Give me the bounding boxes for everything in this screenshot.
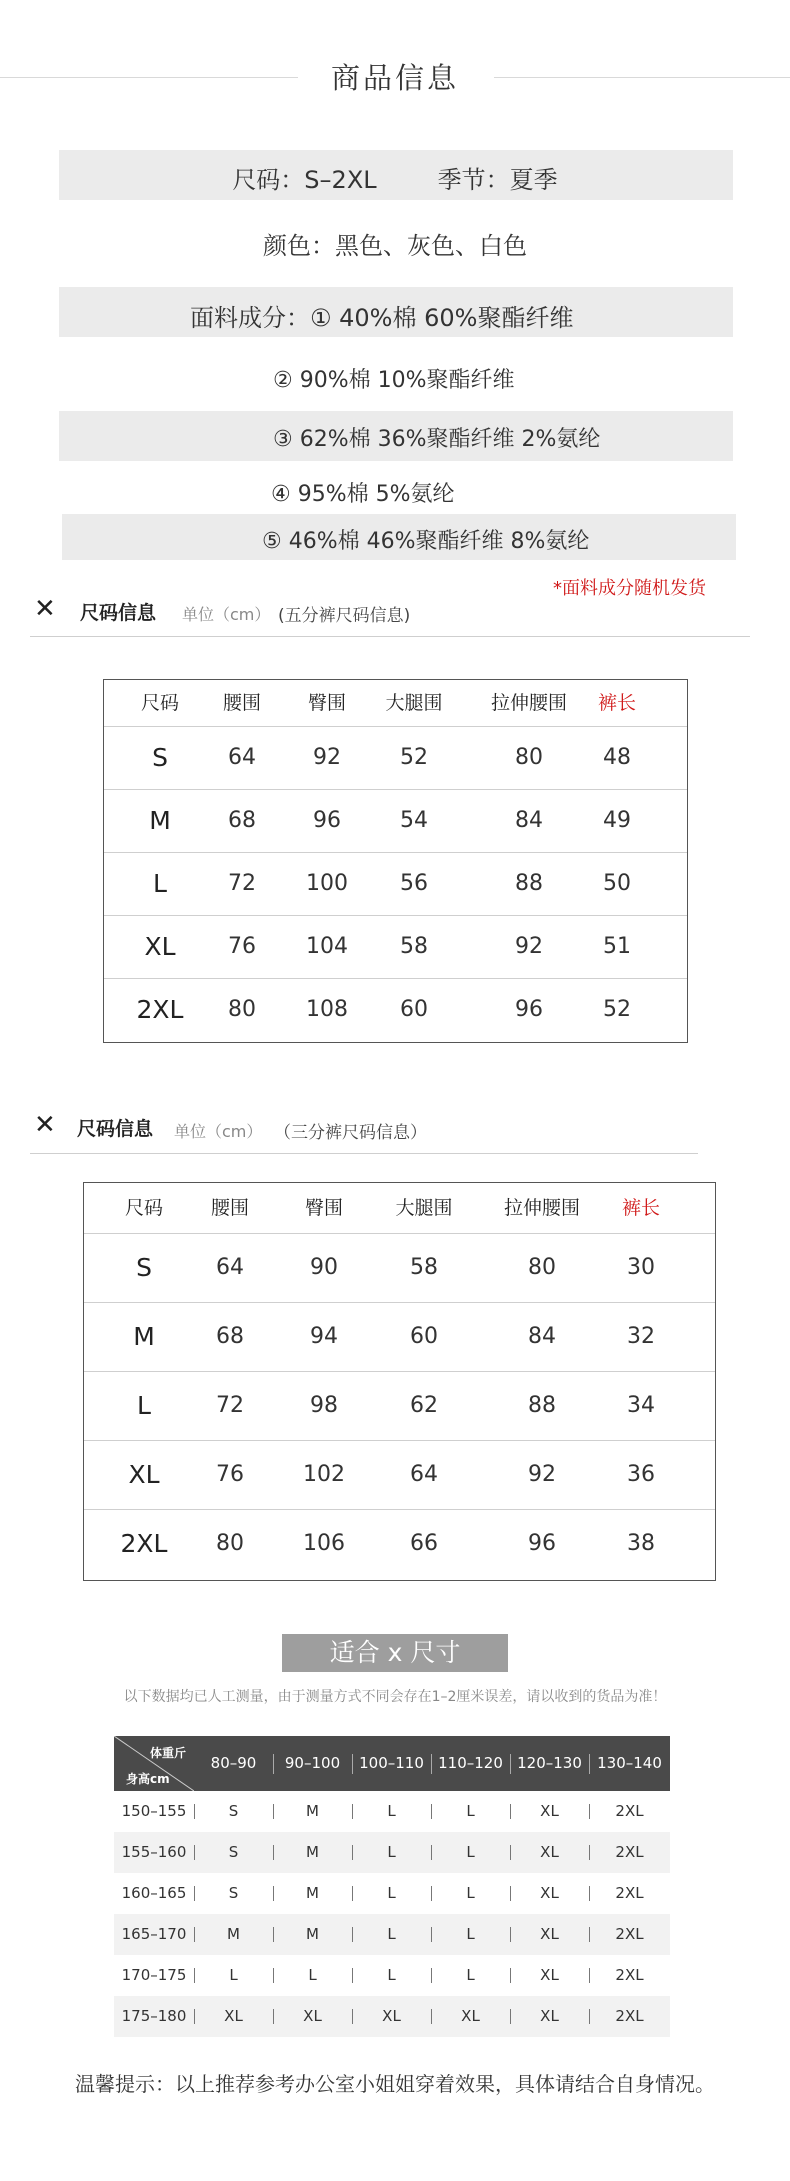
recommended-size-cell: L [466, 1884, 475, 1902]
column-separator [510, 1804, 511, 1819]
table-row [104, 852, 687, 915]
fit-row [114, 1996, 670, 2037]
value-cell: 54 [400, 808, 428, 833]
column-separator [352, 1845, 353, 1860]
recommended-size-cell: L [466, 1843, 475, 1861]
column-header: 腰围 [222, 692, 261, 714]
fabric-line-1: 面料成分：① 40%棉 60%聚酯纤维 [190, 304, 574, 332]
column-separator [352, 1927, 353, 1942]
column-separator [510, 2009, 511, 2024]
value-cell: 56 [400, 871, 428, 896]
column-header: 臀围 [307, 692, 346, 714]
value-cell: 108 [306, 997, 348, 1022]
size-table-three-quarter [83, 1182, 716, 1581]
fit-row [114, 1832, 670, 1873]
fit-row [114, 1955, 670, 1996]
fabric-line-2: ② 90%棉 10%聚酯纤维 [273, 368, 515, 393]
column-separator [431, 2009, 432, 2024]
value-cell: 104 [306, 934, 348, 959]
recommended-size-cell: XL [540, 1884, 559, 1902]
footer-tip: 温馨提示：以上推荐参考办公室小姐姐穿着效果，具体请结合自身情况。 [75, 2072, 715, 2096]
column-separator [352, 1754, 353, 1774]
weight-axis-label: 体重斤 [150, 1746, 187, 1760]
value-cell: 88 [515, 871, 543, 896]
recommended-size-cell: M [306, 1925, 319, 1943]
size-cell: L [153, 869, 167, 898]
value-cell: 50 [603, 871, 631, 896]
column-header: 裤长 [621, 1197, 660, 1219]
column-separator [589, 1968, 590, 1983]
column-separator [431, 1968, 432, 1983]
recommended-size-cell: 2XL [615, 1925, 644, 1943]
value-cell: 52 [400, 745, 428, 770]
column-separator [431, 1927, 432, 1942]
height-axis-label: 身高cm [126, 1772, 170, 1786]
column-separator [589, 1845, 590, 1860]
value-cell: 96 [528, 1531, 556, 1556]
value-cell: 38 [627, 1531, 655, 1556]
fit-table-header [114, 1736, 670, 1791]
column-separator [510, 1886, 511, 1901]
section2-title: 尺码信息 [77, 1118, 154, 1140]
table-row [84, 1233, 715, 1302]
column-separator [510, 1927, 511, 1942]
table-row [104, 789, 687, 852]
column-separator [431, 1804, 432, 1819]
value-cell: 64 [228, 745, 256, 770]
value-cell: 80 [515, 745, 543, 770]
height-range-cell: 170–175 [121, 1966, 187, 1984]
column-header: 拉伸腰围 [503, 1197, 580, 1219]
table-row [104, 978, 687, 1041]
column-separator [431, 1845, 432, 1860]
close-x-icon: ✕ [34, 594, 56, 624]
column-separator [273, 2009, 274, 2024]
value-cell: 72 [216, 1393, 244, 1418]
recommended-size-cell: S [228, 1884, 239, 1902]
fabric-line-4: ④ 95%棉 5%氨纶 [271, 482, 455, 507]
close-x-icon: ✕ [34, 1110, 56, 1140]
recommended-size-cell: XL [224, 2007, 243, 2025]
column-separator [273, 1927, 274, 1942]
column-separator [589, 1754, 590, 1774]
recommended-size-cell: 2XL [615, 1843, 644, 1861]
size-cell: 2XL [136, 995, 184, 1024]
column-separator [194, 1927, 195, 1942]
column-separator [589, 1886, 590, 1901]
column-separator [589, 2009, 590, 2024]
size-cell: XL [128, 1460, 160, 1489]
column-header: 尺码 [140, 692, 179, 714]
weight-range-header: 90–100 [284, 1754, 341, 1772]
value-cell: 66 [410, 1531, 438, 1556]
value-cell: 52 [603, 997, 631, 1022]
size-season-text: 尺码：S–2XL 季节：夏季 [232, 166, 558, 194]
value-cell: 106 [303, 1531, 345, 1556]
value-cell: 58 [410, 1255, 438, 1280]
value-cell: 92 [515, 934, 543, 959]
column-header: 尺码 [124, 1197, 163, 1219]
weight-range-header: 100–110 [359, 1754, 424, 1772]
section1-unit: 单位（cm） [182, 605, 271, 624]
column-separator [589, 1804, 590, 1819]
height-range-cell: 155–160 [121, 1843, 187, 1861]
table-row [84, 1302, 715, 1371]
measurement-note: 以下数据均已人工测量，由于测量方式不同会存在1–2厘米误差，请以收到的货品为准！ [123, 1689, 667, 1705]
recommended-size-cell: 2XL [615, 1802, 644, 1820]
column-header: 裤长 [597, 692, 636, 714]
value-cell: 102 [303, 1462, 345, 1487]
recommended-size-cell: S [228, 1802, 239, 1820]
table-header-row [104, 680, 687, 726]
color-text: 颜色：黑色、灰色、白色 [263, 232, 527, 260]
fit-row [114, 1914, 670, 1955]
recommended-size-cell: L [466, 1925, 475, 1943]
height-range-cell: 165–170 [121, 1925, 187, 1943]
value-cell: 94 [310, 1324, 338, 1349]
recommended-size-cell: L [229, 1966, 238, 1984]
value-cell: 96 [515, 997, 543, 1022]
recommended-size-cell: M [227, 1925, 240, 1943]
section1-title: 尺码信息 [80, 602, 157, 624]
value-cell: 68 [228, 808, 256, 833]
value-cell: 30 [627, 1255, 655, 1280]
column-header: 拉伸腰围 [490, 692, 567, 714]
section2-rule [30, 1153, 698, 1154]
weight-range-header: 130–140 [597, 1754, 662, 1772]
value-cell: 49 [603, 808, 631, 833]
size-cell: L [137, 1391, 151, 1420]
recommended-size-cell: L [466, 1802, 475, 1820]
weight-range-header: 110–120 [438, 1754, 503, 1772]
column-separator [273, 1804, 274, 1819]
column-separator [352, 1804, 353, 1819]
fabric-line-5: ⑤ 46%棉 46%聚酯纤维 8%氨纶 [262, 529, 590, 554]
height-range-cell: 150–155 [121, 1802, 187, 1820]
size-table-shorts [103, 679, 688, 1043]
height-range-cell: 175–180 [121, 2007, 187, 2025]
size-cell: S [152, 743, 168, 772]
recommended-size-cell: L [387, 1925, 396, 1943]
column-separator [273, 1845, 274, 1860]
value-cell: 84 [528, 1324, 556, 1349]
value-cell: 76 [216, 1462, 244, 1487]
recommended-size-cell: L [387, 1843, 396, 1861]
fabric-random-note: *面料成分随机发货 [553, 578, 706, 599]
recommended-size-cell: XL [540, 1802, 559, 1820]
size-cell: S [136, 1253, 152, 1282]
column-separator [431, 1754, 432, 1774]
value-cell: 32 [627, 1324, 655, 1349]
value-cell: 88 [528, 1393, 556, 1418]
table-row [104, 726, 687, 789]
recommended-size-cell: XL [303, 2007, 322, 2025]
column-separator [510, 1754, 511, 1774]
recommended-size-cell: XL [540, 1925, 559, 1943]
value-cell: 48 [603, 745, 631, 770]
column-separator [510, 1968, 511, 1983]
column-header: 腰围 [210, 1197, 249, 1219]
fabric-line-3: ③ 62%棉 36%聚酯纤维 2%氨纶 [273, 427, 601, 452]
value-cell: 90 [310, 1255, 338, 1280]
recommended-size-cell: 2XL [615, 2007, 644, 2025]
recommended-size-cell: XL [382, 2007, 401, 2025]
column-separator [352, 2009, 353, 2024]
size-cell: 2XL [120, 1529, 168, 1558]
value-cell: 80 [228, 997, 256, 1022]
recommended-size-cell: S [228, 1843, 239, 1861]
value-cell: 58 [400, 934, 428, 959]
recommended-size-cell: 2XL [615, 1966, 644, 1984]
recommended-size-cell: XL [461, 2007, 480, 2025]
value-cell: 68 [216, 1324, 244, 1349]
column-header: 大腿围 [395, 1197, 453, 1219]
column-separator [273, 1754, 274, 1774]
value-cell: 80 [528, 1255, 556, 1280]
recommended-size-cell: M [306, 1843, 319, 1861]
value-cell: 84 [515, 808, 543, 833]
size-cell: XL [144, 932, 176, 961]
table-header-row [84, 1183, 715, 1233]
value-cell: 92 [528, 1462, 556, 1487]
column-separator [194, 1968, 195, 1983]
value-cell: 51 [603, 934, 631, 959]
weight-range-header: 120–130 [517, 1754, 582, 1772]
recommended-size-cell: M [306, 1884, 319, 1902]
recommended-size-cell: M [306, 1802, 319, 1820]
recommended-size-cell: L [387, 1966, 396, 1984]
value-cell: 72 [228, 871, 256, 896]
section2-unit: 单位（cm） [174, 1122, 263, 1141]
recommended-size-cell: XL [540, 1966, 559, 1984]
table-row [104, 915, 687, 978]
section2-subtitle: （三分裤尺码信息） [274, 1123, 427, 1143]
fit-row [114, 1873, 670, 1914]
column-separator [273, 1968, 274, 1983]
value-cell: 100 [306, 871, 348, 896]
recommended-size-cell: 2XL [615, 1884, 644, 1902]
height-range-cell: 160–165 [121, 1884, 187, 1902]
size-cell: M [133, 1322, 155, 1351]
recommended-size-cell: L [308, 1966, 317, 1984]
value-cell: 36 [627, 1462, 655, 1487]
value-cell: 80 [216, 1531, 244, 1556]
table-row [84, 1440, 715, 1509]
value-cell: 98 [310, 1393, 338, 1418]
column-separator [194, 2009, 195, 2024]
value-cell: 60 [410, 1324, 438, 1349]
value-cell: 76 [228, 934, 256, 959]
fit-size-banner: 适合 x 尺寸 [282, 1634, 508, 1672]
column-header: 臀围 [304, 1197, 343, 1219]
column-separator [194, 1845, 195, 1860]
section1-rule [30, 636, 750, 637]
column-separator [273, 1886, 274, 1901]
column-separator [510, 1845, 511, 1860]
value-cell: 62 [410, 1393, 438, 1418]
value-cell: 64 [216, 1255, 244, 1280]
recommended-size-cell: XL [540, 2007, 559, 2025]
table-row [84, 1509, 715, 1578]
column-separator [431, 1886, 432, 1901]
column-header: 大腿围 [385, 692, 443, 714]
column-separator [194, 1886, 195, 1901]
value-cell: 92 [313, 745, 341, 770]
value-cell: 60 [400, 997, 428, 1022]
column-separator [194, 1804, 195, 1819]
value-cell: 96 [313, 808, 341, 833]
table-row [84, 1371, 715, 1440]
fit-row [114, 1791, 670, 1832]
page-title: 商品信息 [330, 61, 459, 95]
column-separator [589, 1927, 590, 1942]
size-cell: M [149, 806, 171, 835]
weight-range-header: 80–90 [210, 1754, 257, 1772]
column-separator [352, 1886, 353, 1901]
section1-subtitle: (五分裤尺码信息) [278, 606, 411, 626]
recommended-size-cell: L [466, 1966, 475, 1984]
recommended-size-cell: L [387, 1884, 396, 1902]
recommended-size-cell: XL [540, 1843, 559, 1861]
recommended-size-cell: L [387, 1802, 396, 1820]
value-cell: 64 [410, 1462, 438, 1487]
value-cell: 34 [627, 1393, 655, 1418]
column-separator [352, 1968, 353, 1983]
